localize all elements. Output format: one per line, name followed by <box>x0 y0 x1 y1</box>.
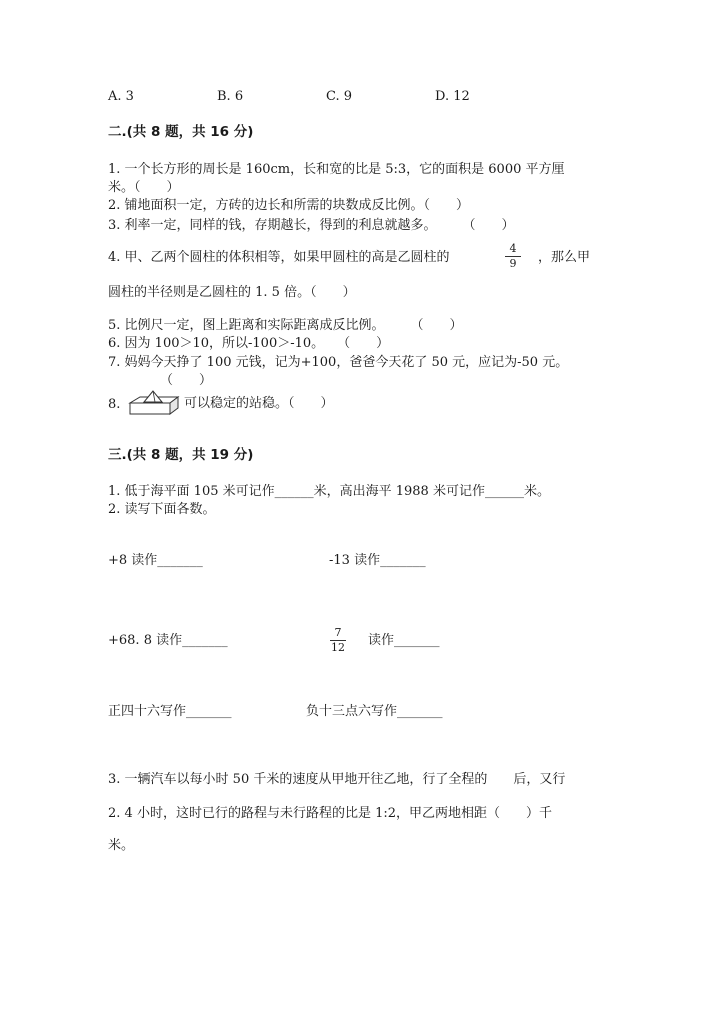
s2-q2: 2. 铺地面积一定，方砖的边长和所需的块数成反比例。（ ） <box>108 198 470 213</box>
option-c: C. 9 <box>326 89 353 104</box>
s2-q3: 3. 利率一定，同样的钱，存期越长，得到的利息就越多。 （ ） <box>108 218 515 233</box>
fraction-numerator: 7 <box>334 626 342 639</box>
fraction-numerator: 4 <box>509 242 517 255</box>
option-a: A. 3 <box>108 89 134 104</box>
s3-row2-left: +68. 8 读作_______ <box>108 633 228 648</box>
s3-row1-left: +8 读作_______ <box>108 553 203 568</box>
option-b: B. 6 <box>217 89 244 104</box>
s3-q3-line2: 2. 4 小时，这时已行的路程与未行路程的比是 1:2，甲乙两地相距（ ）千 <box>108 806 552 821</box>
section-3-title: 三.(共 8 题，共 19 分) <box>108 447 254 463</box>
s2-q8-text: 可以稳定的站稳。（ ） <box>184 396 334 411</box>
s2-q4-line2: 圆柱的半径则是乙圆柱的 1. 5 倍。（ ） <box>108 285 356 300</box>
s2-q4-fraction <box>503 243 523 270</box>
s3-row1-right: -13 读作_______ <box>329 553 426 568</box>
s2-q7-line1: 7. 妈妈今天挣了 100 元钱，记为+100，爸爸今天花了 50 元，应记为-50 元。 <box>108 355 569 370</box>
option-d: D. 12 <box>435 89 470 104</box>
s2-q4-part1: 4. 甲、乙两个圆柱的体积相等，如果甲圆柱的高是乙圆柱的 <box>108 250 450 265</box>
s2-q1-line2: 米。（ ） <box>108 180 180 195</box>
s2-q6: 6. 因为 100＞10，所以-100＞-10。 （ ） <box>108 336 390 351</box>
s2-q1-line1: 1. 一个长方形的周长是 160cm，长和宽的比是 5:3，它的面积是 6000 平方厘 <box>108 162 565 177</box>
s2-q7-line2: （ ） <box>160 373 213 388</box>
s2-q5: 5. 比例尺一定，图上距离和实际距离成反比例。 （ ） <box>108 318 463 333</box>
s2-q8-number: 8. <box>108 397 121 412</box>
s3-row2-right: 读作_______ <box>368 633 440 648</box>
fraction-denominator: 9 <box>509 257 517 270</box>
s2-q4-part2: ，那么甲 <box>538 250 591 265</box>
s3-q2: 2. 读写下面各数。 <box>108 502 216 517</box>
s3-row3-right: 负十三点六写作_______ <box>306 704 443 719</box>
s3-row2-fraction <box>328 627 348 654</box>
fraction-denominator: 12 <box>331 641 345 654</box>
s3-q3-line1: 3. 一辆汽车以每小时 50 千米的速度从甲地开往乙地，行了全程的 后，又行 <box>108 772 566 787</box>
section-2-title: 二.(共 8 题，共 16 分) <box>108 124 254 140</box>
s3-row3-left: 正四十六写作_______ <box>108 704 232 719</box>
s3-q3-line3: 米。 <box>108 838 135 853</box>
pyramid-on-box-icon <box>126 390 182 416</box>
s3-q1: 1. 低于海平面 105 米可记作______米，高出海平 1988 米可记作______米。 <box>108 484 550 499</box>
